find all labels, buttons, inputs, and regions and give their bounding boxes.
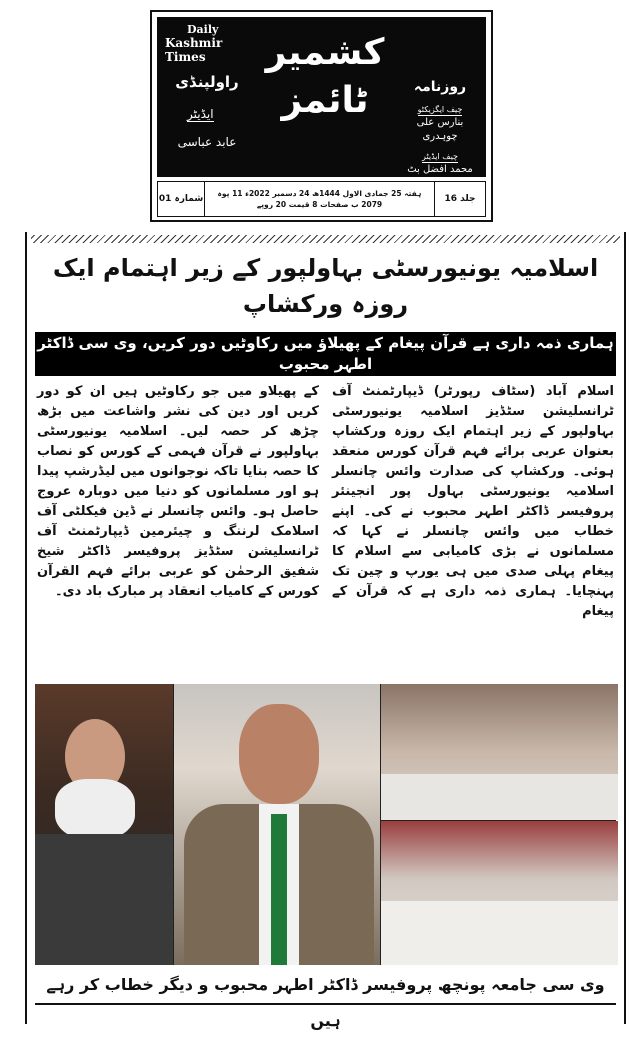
photo-caption: وی سی جامعہ پونچھ پروفیسر ڈاکٹر اطہر محبوب و دیگر خطاب کر رہے ہیں [35,967,616,1005]
photo-collage [35,684,616,965]
newspaper-logo: کشمیر ٹائمز [265,32,385,121]
photo-elderly-speaker [35,684,173,965]
masthead-english-name: Kashmir Times [165,36,223,64]
photo-meeting-bottom [381,821,618,965]
photo-meeting-top [381,684,618,820]
masthead-city: راولپنڈی [175,73,239,91]
masthead-daily-label: Daily [187,23,219,36]
issue-number: شمارہ 01 [158,182,205,216]
chief-executive-label: چیف ایگزیکٹو [417,105,463,114]
article-headline: اسلامیہ یونیورسٹی بہاولپور کے زیر اہتمام ایک روزہ ورکشاپ [52,254,599,318]
chief-editor-name: محمد افضل بٹ [407,164,473,175]
masthead-banner [157,17,486,177]
photo-vice-chancellor [174,684,380,965]
dateline: ہفتہ 25 جمادی الاول 1444ھ 24 دسمبر 2022ء 11 پوہ 2079 ب صفحات 8 قیمت 20 روپے [205,182,435,216]
newspaper-masthead [150,10,493,222]
masthead-info-row [157,181,486,217]
article-subheadline: ہماری ذمہ داری ہے قرآن پیغام کے پھیلاؤ میں رکاوٹیں دور کریں، وی سی ڈاکٹر اطہر محبوب [35,332,616,376]
chief-editor-label: چیف ایڈیٹر [422,152,458,161]
article-column-right: اسلام آباد (سٹاف رپورٹر) ڈیپارٹمنٹ آف ٹرانسلیشن سٹڈیز اسلامیہ یونیورسٹی بہاولپور کے زیر اہتمام ایک روزہ ورکشاپ بعنوان عربی برائے فہم قرآن کورس منعقد ہوئی۔ ورکشاپ کی صدارت وائس چانسلر اسلامیہ یونیورسٹی بہاول پور انجینئر پروفیسر ڈاکٹر اطہر محبوب نے کی۔ اپنے خطاب میں وائس چانسلر نے کہا کہ مسلمانوں نے بڑی کامیابی سے اسلام کا پیغام پہلی صدی میں ہی یورپ و چین تک پہنچایا۔ ہماری ذمہ داری ہے کہ قرآن کے پیغام [332,384,614,619]
editor-name: عابد عباسی [177,135,237,149]
editor-label: ایڈیٹر [187,107,214,121]
article-column-left: کے پھیلاو میں جو رکاوٹیں ہیں ان کو دور کریں اور دین کی نشر واشاعت میں بڑھ چڑھ کر حصہ لیں۔ اسلامیہ یونیورسٹی بہاولپور نے قرآن فہمی کے کورس کو نصاب کا حصہ بنایا تاکہ نوجوانوں میں لیڈرشپ پیدا ہو اور مسلمانوں کو دنیا میں دوبارہ عروج حاصل ہو۔ وائس چانسلر نے ڈین فیکلٹی آف اسلامک لرننگ و چیئرمین ڈیپارٹمنٹ آف ٹرانسلیشن سٹڈیز پروفیسر ڈاکٹر شیخ شفیق الرحمٰن کو عربی برائے فہم القرآن کورس کے کامیاب انعقاد پر مبارک باد دی۔ [37,384,319,599]
daily-urdu-label: روزنامہ [413,79,467,95]
news-article [25,232,626,1030]
volume-number: جلد 16 [444,194,476,204]
chief-executive-name: بنارس علی چوہدری [416,117,464,142]
zigzag-border [31,235,620,243]
masthead-staff-column [400,77,480,177]
